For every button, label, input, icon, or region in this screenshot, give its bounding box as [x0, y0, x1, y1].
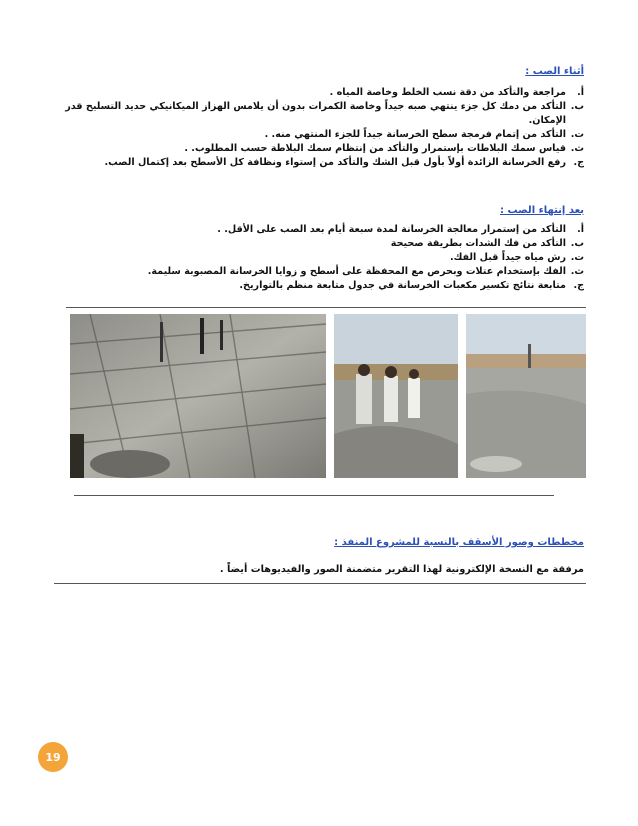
plans-heading: مخططات وصور الأسقف بالنسبة للمشروع المنفذ : [334, 537, 584, 548]
photo-workers-pouring [334, 314, 458, 478]
list-item-text: التأكد من فك الشدات بطريقة صحيحة [390, 238, 566, 249]
after-pour-heading: بعد إنتهاء الصب : [500, 205, 584, 216]
plans-paragraph: مرفقة مع النسخة الإلكترونية لهذا التقرير متضمنة الصور والفيديوهات أيضاً . [219, 564, 584, 575]
list-item [64, 156, 584, 170]
list-item-text: التأكد من إستمرار معالجة الخرسانة لمدة سبعة أيام بعد الصب على الأقل. . [217, 224, 566, 235]
list-marker: أ. [577, 87, 584, 98]
list-item-text: التأكد من إتمام فرمجة سطح الخرسانة جيداً للجزء المنتهي منه. . [264, 129, 566, 140]
list-marker: ث. [570, 143, 584, 154]
photo-concrete-rebar [70, 314, 326, 478]
list-marker: ت. [570, 129, 584, 140]
after-pour-list [64, 223, 584, 293]
list-item-text: الفك بإستخدام عتلات وبحرص مع المحفظة على أسطح و زوايا الخرسانة المصبوبة سليمة. [147, 266, 566, 277]
list-marker: ب. [570, 238, 584, 249]
list-item [64, 223, 584, 237]
list-item-text: رش مياه جيداً قبل الفك. [449, 252, 566, 263]
photo-finished-slab [466, 314, 586, 478]
list-marker: ث. [570, 266, 584, 277]
list-item [64, 251, 584, 265]
list-marker: ج. [573, 157, 584, 168]
list-item-text: التأكد من دمك كل جزء ينتهي صبه جيداً وخاصة الكمرات بدون أن يلامس الهزاز الميكانيكي حديد التسليح قدر الإمكان. [65, 101, 566, 126]
list-item [64, 237, 584, 251]
divider [74, 495, 554, 496]
list-item [64, 128, 584, 142]
list-item [64, 279, 584, 293]
divider [54, 583, 586, 584]
list-marker: أ. [577, 224, 584, 235]
divider [66, 307, 586, 308]
page-number-badge: 19 [38, 742, 68, 772]
list-marker: ب. [570, 101, 584, 112]
list-item [64, 142, 584, 156]
list-item [64, 86, 584, 100]
list-item [64, 265, 584, 279]
list-item-text: قياس سمك البلاطات بإستمرار والتأكد من إنتظام سمك البلاطة حسب المطلوب. . [184, 143, 566, 154]
list-marker: ت. [570, 252, 584, 263]
list-item-text: متابعة نتائج تكسير مكعبات الخرسانة في جدول متابعة منظم بالتواريخ. [239, 280, 566, 291]
list-item-text: مراجعة والتأكد من دقة نسب الخلط وخاصة المياه . [329, 87, 566, 98]
list-marker: ج. [573, 280, 584, 291]
during-pour-heading: أثناء الصب : [525, 66, 584, 77]
during-pour-list [64, 86, 584, 170]
list-item [64, 100, 584, 128]
list-item-text: رفع الخرسانة الزائدة أولاً بأول قبل الشك والتأكد من إستواء ونظافة كل الأسطح بعد إكتمال الصب. [104, 157, 566, 168]
